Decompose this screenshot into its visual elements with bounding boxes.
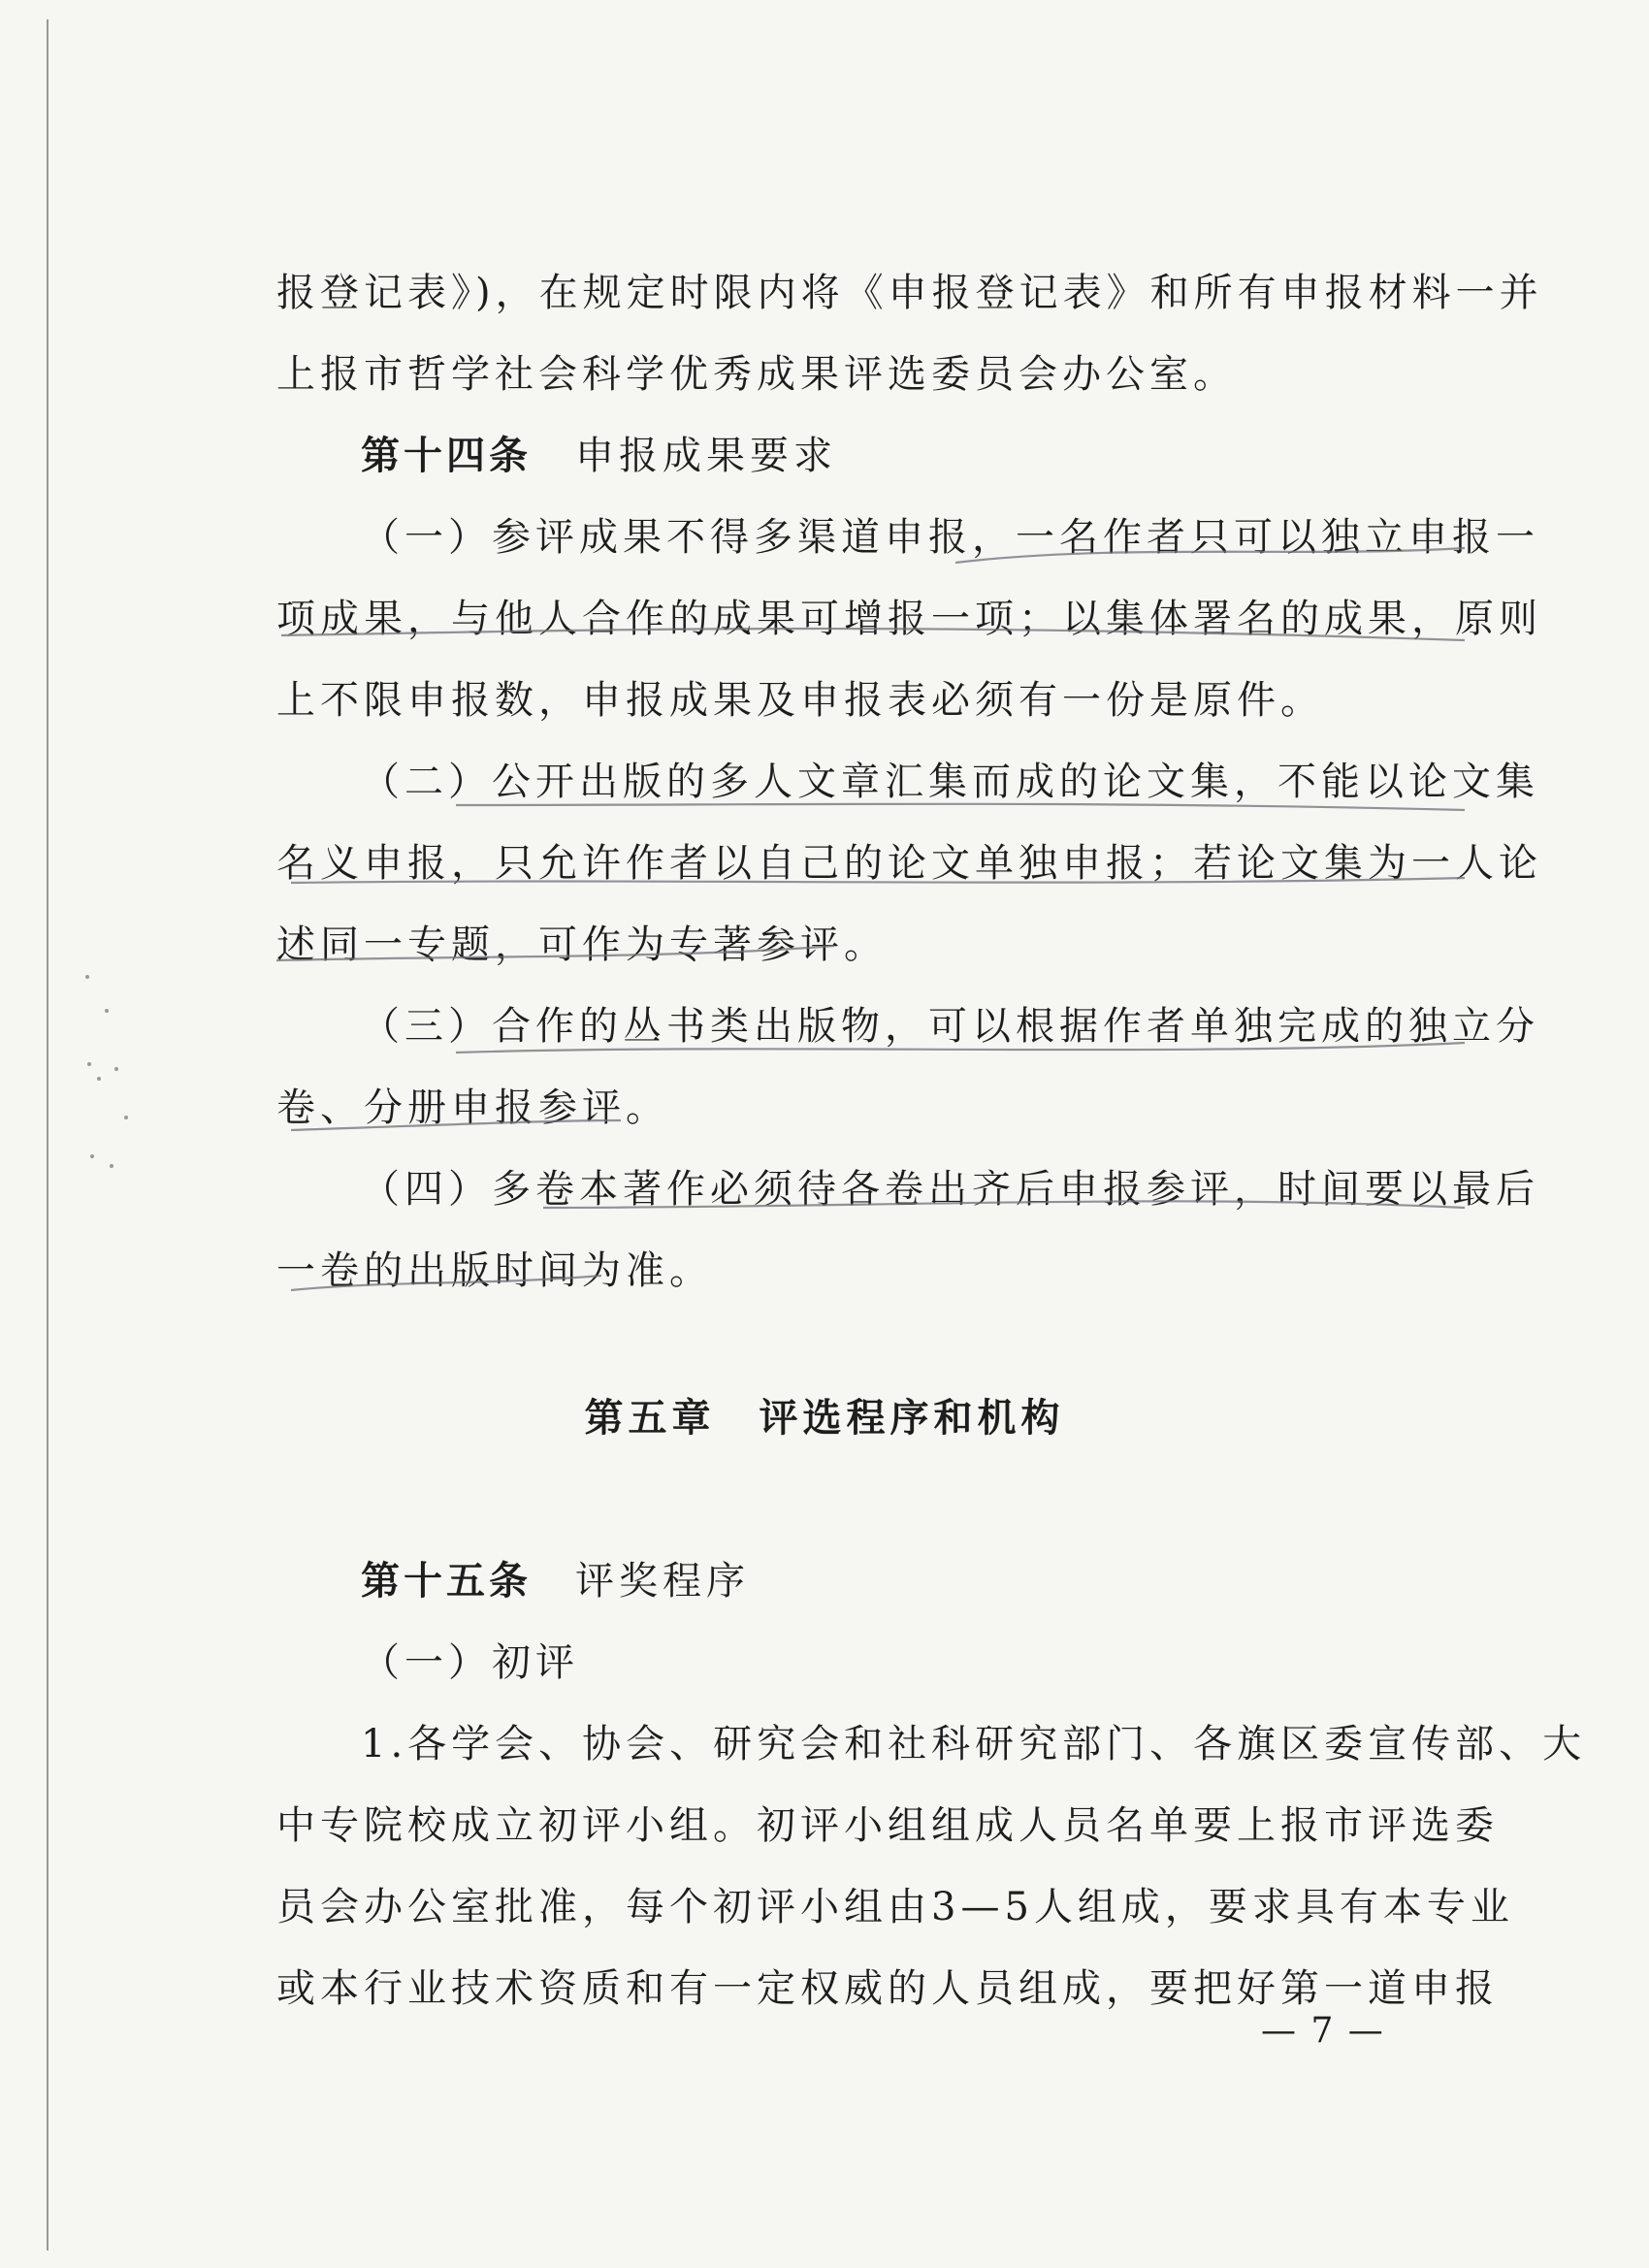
text-line: 卷、分册申报参评。 — [276, 1085, 669, 1130]
article-14-heading — [361, 425, 1549, 480]
page-number: — 7 — — [1261, 2011, 1385, 2051]
text-line: （四）多卷本著作必须待各卷出齐后申报参评，时间要以最后 — [361, 1167, 1539, 1212]
scan-noise — [76, 970, 163, 1203]
text-line: 名义申报，只允许作者以自己的论文单独申报；若论文集为一人论 — [276, 841, 1542, 886]
subsection-heading: （一）初评 — [361, 1640, 579, 1685]
text-line: 1.各学会、协会、研究会和社科研究部门、各旗区委宣传部、大 — [361, 1722, 1587, 1766]
text-line: （一）参评成果不得多渠道申报，一名作者只可以独立申报一 — [361, 515, 1539, 560]
text-line: 或本行业技术资质和有一定权威的人员组成，要把好第一道申报 — [276, 1966, 1499, 2011]
text-line: 项成果，与他人合作的成果可增报一项；以集体署名的成果，原则 — [276, 597, 1542, 641]
text-line: 报登记表》)，在规定时限内将《申报登记表》和所有申报材料一并 — [276, 271, 1543, 315]
text-line: （三）合作的丛书类出版物，可以根据作者单独完成的独立分 — [361, 1004, 1539, 1049]
text-line: 述同一专题，可作为专著参评。 — [276, 923, 888, 967]
text-line: 一卷的出版时间为准。 — [276, 1248, 713, 1293]
text-line: （二）公开出版的多人文章汇集而成的论文集，不能以论文集 — [361, 760, 1539, 804]
text-line: 中专院校成立初评小组。初评小组组成人员名单要上报市评选委 — [276, 1803, 1499, 1848]
text-line: 上报市哲学社会科学优秀成果评选委员会办公室。 — [276, 352, 1237, 397]
article-label: 第十五条 — [361, 1559, 532, 1604]
article-title: 评奖程序 — [575, 1559, 750, 1604]
text-line: 员会办公室批准，每个初评小组由3—5人组成，要求具有本专业 — [276, 1885, 1514, 1929]
text-line: 上不限申报数，申报成果及申报表必须有一份是原件。 — [276, 678, 1324, 723]
binding-edge — [47, 19, 48, 2251]
article-15-heading — [361, 1550, 1549, 1605]
article-label: 第十四条 — [361, 434, 532, 478]
chapter-title: 第五章 评选程序和机构 — [584, 1396, 1065, 1441]
article-title: 申报成果要求 — [575, 434, 837, 478]
